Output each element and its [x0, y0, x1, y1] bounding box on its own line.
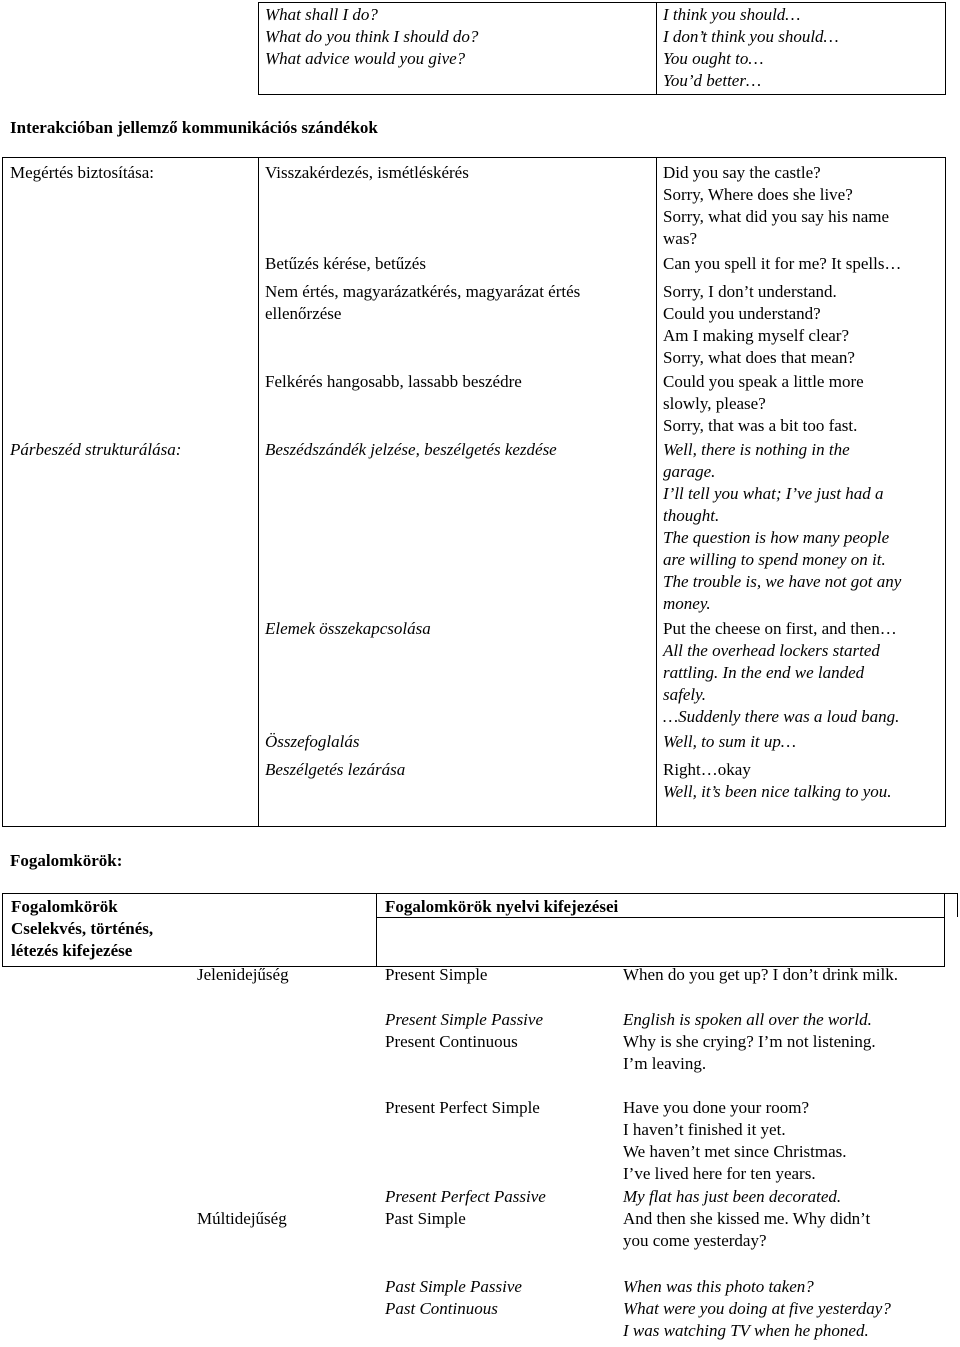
- example-line: rattling. In the end we landed: [663, 663, 865, 682]
- tense-example: When do you get up? I don’t drink milk.: [623, 965, 898, 984]
- advice-answer: I think you should…: [663, 5, 801, 24]
- example-line: Can you spell it for me? It spells…: [663, 254, 902, 273]
- advice-question: What do you think I should do?: [265, 27, 479, 46]
- label-line: ellenőrzése: [265, 304, 342, 323]
- category-line: Cselekvés, történés,: [11, 919, 154, 938]
- tense-example-group: [623, 1186, 870, 1252]
- fogalom-top-border: [2, 893, 958, 894]
- tense-example: Why is she crying? I’m not listening.: [623, 1032, 876, 1051]
- example-line: Put the cheese on first, and then…: [663, 619, 897, 638]
- tense-example-group: [623, 1276, 891, 1342]
- tense-name: Present Continuous: [385, 1032, 518, 1051]
- interaction-col-divider-1: [258, 157, 259, 827]
- tense-example: Have you done your room?: [623, 1098, 810, 1117]
- present-label: Jelenidejűség: [197, 965, 289, 984]
- example-line: Could you speak a little more: [663, 372, 864, 391]
- tense-example-group: [623, 1097, 847, 1185]
- intent-examples: [663, 281, 855, 369]
- tense-name: Past Simple Passive: [385, 1277, 522, 1296]
- tense-name: Present Perfect Simple: [385, 1098, 540, 1117]
- example-line: Well, it’s been nice talking to you.: [663, 782, 892, 801]
- tense-example: When was this photo taken?: [623, 1277, 814, 1296]
- example-line: safely.: [663, 685, 706, 704]
- intent-examples: [663, 253, 901, 275]
- intent-examples: [663, 618, 899, 728]
- tense-group: [385, 1009, 543, 1053]
- example-line: Sorry, I don’t understand.: [663, 282, 837, 301]
- tense-example: English is spoken all over the world.: [623, 1010, 872, 1029]
- advice-answer: You ought to…: [663, 49, 764, 68]
- advice-divider: [656, 2, 657, 95]
- fogalom-left-border: [2, 893, 3, 967]
- example-line: Sorry, what did you say his name: [663, 207, 890, 226]
- example-line: are willing to spend money on it.: [663, 550, 886, 569]
- intent-label: Elemek összekapcsolása: [265, 619, 431, 638]
- interaction-col-divider-2: [656, 157, 657, 827]
- tense-example: I’m leaving.: [623, 1054, 707, 1073]
- example-line: thought.: [663, 506, 720, 525]
- tense-example-group: [623, 1009, 876, 1075]
- past-label: Múltidejűség: [197, 1209, 287, 1228]
- advice-answer: You’d better…: [663, 71, 762, 90]
- tense-name: Present Simple Passive: [385, 1010, 543, 1029]
- tense-name: Past Continuous: [385, 1299, 498, 1318]
- fogalom-header-divider: [376, 893, 377, 967]
- intent-label: Felkérés hangosabb, lassabb beszédre: [265, 372, 522, 391]
- intent-examples: [663, 162, 889, 250]
- example-line: Sorry, what does that mean?: [663, 348, 855, 367]
- tense-example: you come yesterday?: [623, 1231, 767, 1250]
- category-line: létezés kifejezése: [11, 941, 133, 960]
- example-line: …Suddenly there was a loud bang.: [663, 707, 900, 726]
- tense-example: What were you doing at five yesterday?: [623, 1299, 891, 1318]
- example-line: Well, there is nothing in the: [663, 440, 850, 459]
- example-line: Well, to sum it up…: [663, 732, 797, 751]
- tense-group: [385, 1186, 546, 1230]
- intent-label: Beszédszándék jelzése, beszélgetés kezdése: [265, 440, 557, 459]
- example-line: Could you understand?: [663, 304, 821, 323]
- example-line: slowly, please?: [663, 394, 766, 413]
- tense-example: I haven’t finished it yet.: [623, 1120, 786, 1139]
- example-line: Am I making myself clear?: [663, 326, 849, 345]
- intent-label: Összefoglalás: [265, 732, 360, 751]
- advice-question: What shall I do?: [265, 5, 378, 24]
- intent-label: [265, 281, 580, 325]
- label-line: Nem értés, magyarázatkérés, magyarázat értés: [265, 282, 581, 301]
- example-line: garage.: [663, 462, 716, 481]
- example-line: Sorry, that was a bit too fast.: [663, 416, 858, 435]
- fogalom-category: [11, 918, 153, 962]
- intent-examples: [663, 371, 864, 437]
- intent-label: Betűzés kérése, betűzés: [265, 254, 426, 273]
- fogalom-heading: Fogalomkörök:: [10, 851, 123, 870]
- intent-examples: [663, 439, 901, 615]
- fogalom-right-tick: [957, 893, 958, 917]
- tense-name: Present Simple: [385, 965, 488, 984]
- advice-questions: [265, 4, 478, 70]
- category-megertes: Megértés biztosítása:: [10, 163, 154, 182]
- tense-example: I was watching TV when he phoned.: [623, 1321, 869, 1340]
- category-parbeszed: Párbeszéd strukturálása:: [10, 440, 182, 459]
- example-line: Right…okay: [663, 760, 751, 779]
- intent-label: Beszélgetés lezárása: [265, 760, 406, 779]
- example-line: All the overhead lockers started: [663, 641, 880, 660]
- example-line: was?: [663, 229, 697, 248]
- tense-example: And then she kissed me. Why didn’t: [623, 1209, 871, 1228]
- intent-examples: [663, 731, 796, 753]
- example-line: The question is how many people: [663, 528, 890, 547]
- tense-name: Present Perfect Passive: [385, 1187, 546, 1206]
- example-line: Did you say the castle?: [663, 163, 821, 182]
- advice-answers: [663, 4, 839, 92]
- advice-answer: I don’t think you should…: [663, 27, 839, 46]
- example-line: Sorry, Where does she live?: [663, 185, 853, 204]
- tense-example: We haven’t met since Christmas.: [623, 1142, 847, 1161]
- example-line: money.: [663, 594, 711, 613]
- interaction-heading: Interakcióban jellemző kommunikációs szándékok: [10, 118, 378, 137]
- fogalom-header-right: Fogalomkörök nyelvi kifejezései: [385, 897, 619, 916]
- fogalom-header-left: Fogalomkörök: [11, 897, 118, 916]
- tense-example: I’ve lived here for ten years.: [623, 1164, 816, 1183]
- example-line: The trouble is, we have not got any: [663, 572, 902, 591]
- advice-question: What advice would you give?: [265, 49, 466, 68]
- fogalom-right-border: [944, 893, 945, 967]
- tense-example: My flat has just been decorated.: [623, 1187, 842, 1206]
- tense-name: Past Simple: [385, 1209, 466, 1228]
- intent-examples: [663, 759, 892, 803]
- tense-group: [385, 1276, 522, 1320]
- intent-label: Visszakérdezés, ismétléskérés: [265, 163, 469, 182]
- example-line: I’ll tell you what; I’ve just had a: [663, 484, 884, 503]
